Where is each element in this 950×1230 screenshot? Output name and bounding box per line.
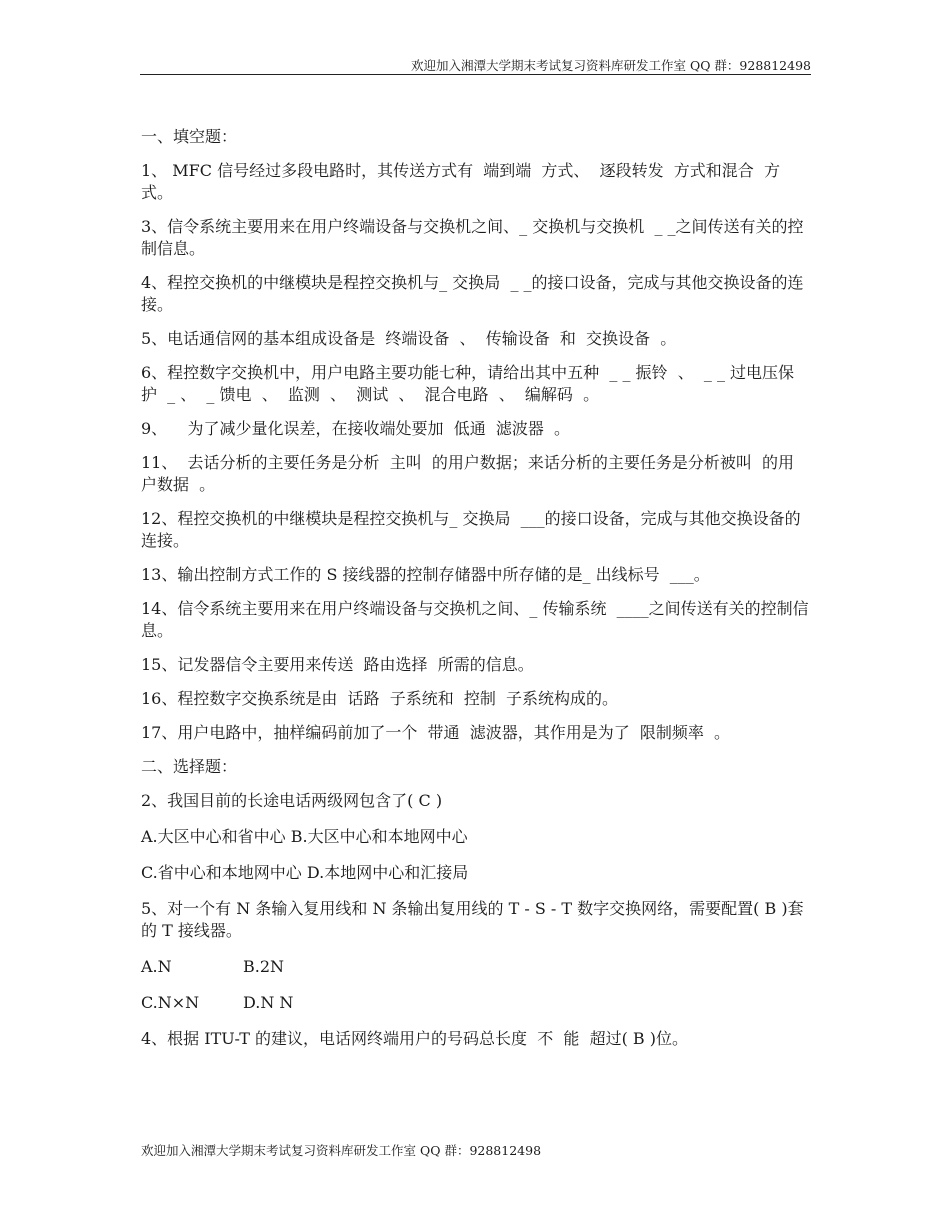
choice-5-options-ab xyxy=(141,956,809,978)
choice-5-option-c: C.N×N xyxy=(141,993,200,1012)
question-11: 11、 去话分析的主要任务是分析 主叫 的用户数据；来话分析的主要任务是分析被叫 的用户数据 。 xyxy=(141,453,795,494)
question-1: 1、 MFC 信号经过多段电路时，其传送方式有 端到端 方式、 逐段转发 方式和混合 方式。 xyxy=(141,161,780,202)
question-13: 13、输出控制方式工作的 S 接线器的控制存储器中所存储的是_ 出线标号 ___。 xyxy=(141,565,710,584)
choice-2-options-ab: A.大区中心和省中心 B.大区中心和本地网中心 xyxy=(141,827,468,846)
page-footer: 欢迎加入湘潭大学期末考试复习资料库研发工作室 QQ 群：928812498 xyxy=(141,1143,542,1158)
choice-5-option-b: B.2N xyxy=(243,957,285,976)
question-9: 9、 为了减少量化误差，在接收端处要加 低通 滤波器 。 xyxy=(141,419,571,438)
question-5: 5、电话通信网的基本组成设备是 终端设备 、 传输设备 和 交换设备 。 xyxy=(141,329,677,348)
question-14: 14、信令系统主要用来在用户终端设备与交换机之间、_ 传输系统 ____之间传送有关的控制信息。 xyxy=(141,599,809,640)
section-title-choice: 二、选择题： xyxy=(141,757,238,776)
question-4: 4、程控交换机的中继模块是程控交换机与_ 交换局 _ _的接口设备，完成与其他交换设备的连接。 xyxy=(141,273,804,314)
choice-5-option-a: A.N xyxy=(141,957,172,976)
choice-5-options-cd xyxy=(141,992,809,1014)
question-16: 16、程控数字交换系统是由 话路 子系统和 控制 子系统构成的。 xyxy=(141,689,619,708)
header-divider xyxy=(140,74,811,75)
choice-question-4: 4、根据 ITU-T 的建议，电话网终端用户的号码总长度 不 能 超过( B )位。 xyxy=(141,1029,688,1048)
choice-question-5: 5、对一个有 N 条输入复用线和 N 条输出复用线的 T - S - T 数字交换网络，需要配置( B )套的 T 接线器。 xyxy=(141,899,804,940)
choice-2-options-cd: C.省中心和本地网中心 D.本地网中心和汇接局 xyxy=(141,863,469,882)
question-3: 3、信令系统主要用来在用户终端设备与交换机之间、_ 交换机与交换机 _ _之间传送有关的控制信息。 xyxy=(141,217,804,258)
question-6: 6、程控数字交换机中，用户电路主要功能七种，请给出其中五种 _ _ 振铃 、 _ _ 过电压保护 _ 、 _ 馈电 、 监测 、 测试 、 混合电路 、 编解码 。 xyxy=(141,363,795,404)
page-header: 欢迎加入湘潭大学期末考试复习资料库研发工作室 QQ 群：928812498 xyxy=(410,58,811,73)
choice-5-option-d: D.N N xyxy=(243,993,294,1012)
document-body xyxy=(141,126,809,1062)
question-17: 17、用户电路中，抽样编码前加了一个 带通 滤波器，其作用是为了 限制频率 。 xyxy=(141,723,731,742)
question-15: 15、记发器信令主要用来传送 路由选择 所需的信息。 xyxy=(141,655,534,674)
choice-question-2: 2、我国目前的长途电话两级网包含了( C ) xyxy=(141,791,443,810)
section-title-fill-blank: 一、填空题： xyxy=(141,127,238,146)
question-12: 12、程控交换机的中继模块是程控交换机与_ 交换局 ___的接口设备，完成与其他交换设备的连接。 xyxy=(141,509,801,550)
